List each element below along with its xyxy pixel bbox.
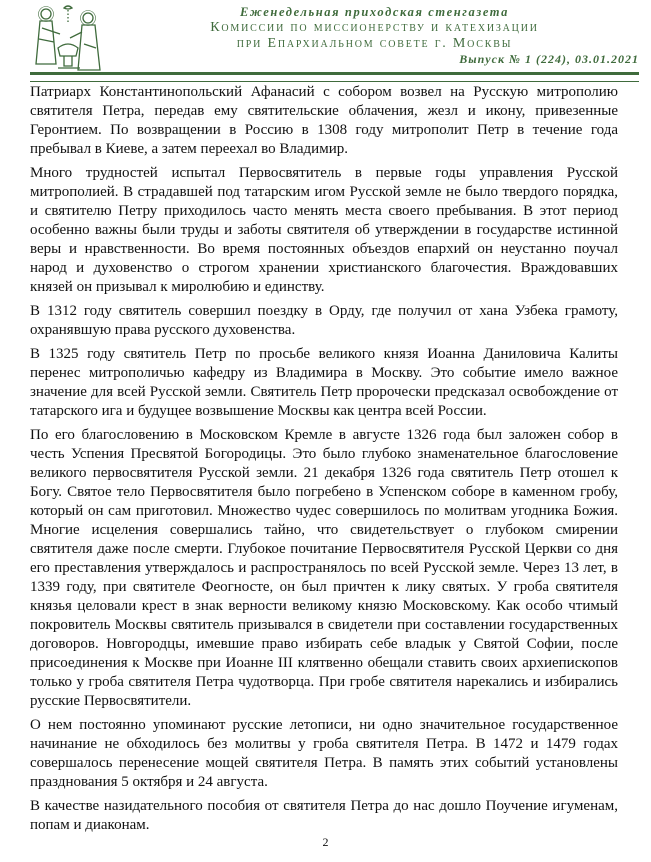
page-number: 2	[322, 835, 329, 849]
publisher-line-2: при Епархиальном совете г. Москвы	[236, 36, 513, 51]
issue-number: Выпуск № 1 (224), 03.01.2021	[459, 52, 639, 66]
saints-with-baptismal-font-logo	[30, 4, 106, 78]
header-divider	[30, 72, 639, 82]
paragraph: По его благословению в Московском Кремле в августе 1326 года был заложен собор в честь Успения Пресвятой Богородицы. Это было глубоко знаменательное благословение великого первосвятителя Русской земли. 21 декабря 1326 года святитель Петр отошел к Богу. Святое тело Первосвятителя было погребено в Успенском соборе в каменном гробу, который он сам приготовил. Множество чудес совершилось по молитвам угодника Божия. Многие исцеления совершались тайно, что свидетельствует о глубоком смирении святителя даже после смерти. Глубокое почитание Первосвятителя Русской Церкви со дня его преставления утверждалось и распространялось по всей Русской земле. Через 13 лет, в 1339 году, при святителе Феогносте, он был причтен к лику святых. У гроба святителя князья целовали крест в знак верности великому князю Московскому. Как особо чтимый покровитель Москвы святитель призывался в свидетели при составлении государственных договоров. Новгородцы, имевшие право избирать себе владык у Святой Софии, после присоединения к Москве при Иоанне III клятвенно обещали ставить своих архиепископов только у гроба святителя Петра чудотворца. При гробе святителя нарекались и избирались русские Первосвятители.	[30, 427, 618, 709]
newspaper-header	[0, 0, 651, 78]
paragraph: В 1312 году святитель совершил поездку в Орду, где получил от хана Узбека грамоту, охранявшую права русского духовенства.	[30, 303, 618, 338]
article-body	[30, 83, 618, 840]
publisher-line-1: Комиссии по миссионерству и катехизации	[210, 20, 539, 35]
paragraph: О нем постоянно упоминают русские летописи, ни одно значительное государственное начинание не обходилось без молитвы у гроба святителя Петра. В 1472 и 1479 годах совершалось перенесение мощей святителя Петра. В память этих событий установлены празднования 5 октября и 24 августа.	[30, 717, 618, 790]
paragraph: В 1325 году святитель Петр по просьбе великого князя Иоанна Даниловича Калиты перенес митрополичью кафедру из Владимира в Москву. Это событие имело важное значение для всей Русской земли. Святитель Петр пророчески предсказал освобождение от татарского ига и будущее возвышение Москвы как центра всей России.	[30, 346, 618, 419]
paragraph: Много трудностей испытал Первосвятитель в первые годы управления Русской митрополией. В страдавшей под татарским игом Русской земле не было твердого порядка, и святителю Петру приходилось часто менять места своего пребывания. В этот период особенно важны были труды и заботы святителя об утверждении в государстве истинной веры и нравственности. Во время постоянных объездов епархий он неустанно поучал народ и духовенство о строгом хранении христианского благочестия. Враждовавших князей он призывал к миролюбию и единству.	[30, 165, 618, 295]
newspaper-subtitle: Еженедельная приходская стенгазета	[240, 5, 509, 19]
paragraph: В качестве назидательного пособия от святителя Петра до нас дошло Поучение игуменам, попам и диаконам.	[30, 798, 618, 833]
paragraph: Патриарх Константинопольский Афанасий с собором возвел на Русскую митрополию святителя Петра, передав ему святительские облачения, жезл и икону, привезенные Геронтием. По возвращении в Россию в 1308 году митрополит Петр в течение года пребывал в Киеве, а затем переехал во Владимир.	[30, 84, 618, 157]
